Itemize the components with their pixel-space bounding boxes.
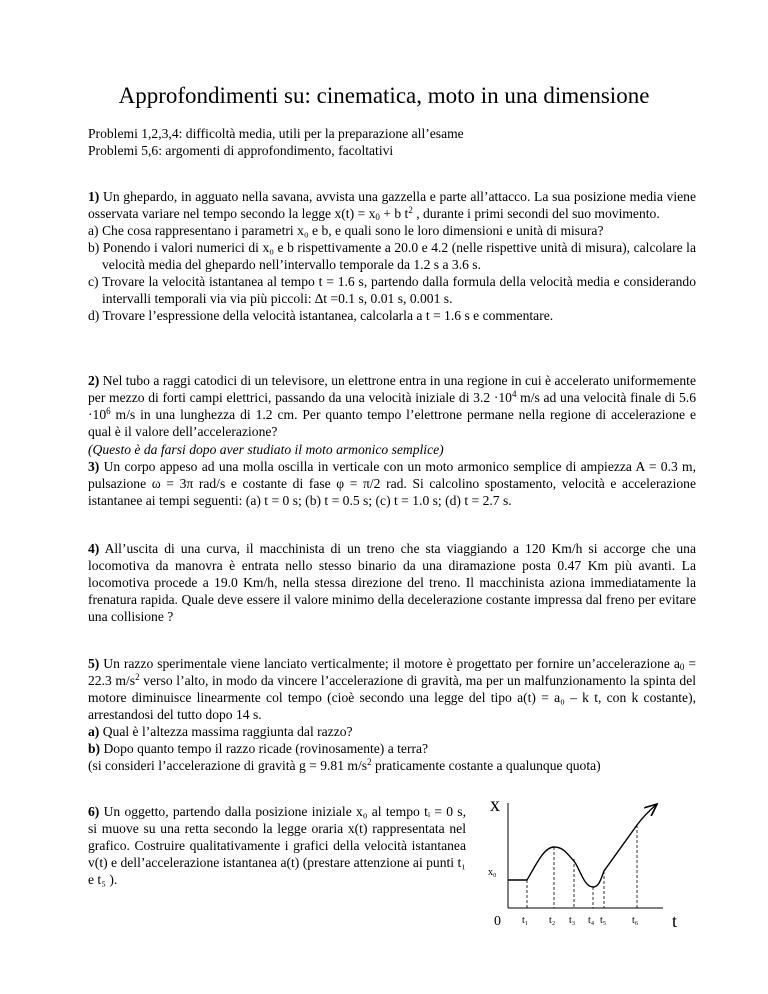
problem-5-g-text-b: praticamente costante a qualunque quota) <box>371 758 601 773</box>
problem-2-sup-b: 6 <box>106 406 111 416</box>
problem-4-text: All’uscita di una curva, il macchinista di un treno che sta viaggiando a 120 Km/h si accorge che una locomotiva da manovra è entrata nello stesso binario da una diramazione posta 0.47 Km più avanti. La locomotiva procede a 19.0 Km/h, nella stessa direzione del treno. Il macchinista aziona immediatamente la frenatura rapida. Quale deve essere il valore minimo della decelerazione costante impressa dal freno per evitare una collisione ? <box>88 541 696 624</box>
problem-5 <box>88 655 696 774</box>
problem-5-g-sup: 2 <box>367 757 372 767</box>
problem-5-sup: 2 <box>135 672 140 682</box>
problem-5-question-a <box>88 723 696 740</box>
problem-5-b-label: b) <box>88 741 101 756</box>
problem-5-text-b: = 22.3 m/s <box>88 656 696 688</box>
problem-5-a-label: a) <box>88 724 100 739</box>
problem-1-number: 1) <box>88 189 100 204</box>
problem-3 <box>88 441 696 509</box>
problem-2-text-b: m/s ad una velocità finale di 5.6 ·10 <box>88 390 696 422</box>
graph-tick-t1: t₁ <box>522 915 529 926</box>
problem-5-text-a: Un razzo sperimentale viene lanciato verticalmente; il motore è progettato per fornire un’accelerazione a <box>99 656 680 671</box>
problem-2-statement <box>88 372 696 440</box>
graph-origin-label: 0 <box>494 914 501 929</box>
graph-tick-t4: t₄ <box>588 915 595 926</box>
problem-1-text-a: Un ghepardo, in agguato nella savana, avvista una gazzella e parte all’attacco. La sua posizione media viene osservata variare nel tempo secondo la legge x(t) = x <box>88 189 696 221</box>
problem-3-note: (Questo è da farsi dopo aver studiato il moto armonico semplice) <box>88 442 444 457</box>
problem-2-number: 2) <box>88 373 100 388</box>
problem-6 <box>88 803 466 888</box>
problem-3-number: 3) <box>88 459 100 474</box>
problem-6-text: Un oggetto, partendo dalla posizione iniziale x₀ al tempo tᵢ = 0 s, si muove su una retta secondo la legge oraria x(t) rappresentata nel grafico. Costruire qualitativamente i grafici della velocità istantanea v(t) e dell’accelerazione istantanea a(t) (prestare attenzione ai punti t₁ e t₅ ). <box>88 804 466 887</box>
problem-4-statement <box>88 540 696 625</box>
problem-2-text-c: m/s in una lunghezza di 1.2 cm. Per quanto tempo l’elettrone permane nella regione di accelerazione e qual è il valore dell’accelerazione? <box>88 407 696 439</box>
graph-tick-t2: t₂ <box>549 915 556 926</box>
intro-line-1: Problemi 1,2,3,4: difficoltà media, utili per la preparazione all’esame <box>88 126 464 141</box>
problem-6-statement <box>88 803 466 888</box>
problem-1-item-b: b) Ponendo i valori numerici di x₀ e b rispettivamente a 20.0 e 4.2 (nelle rispettive unità di misura), calcolare la velocità media del ghepardo nell’intervallo temporale da 1.2 s a 3.6 s. <box>88 240 696 272</box>
graph-tick-t3: t₃ <box>569 915 576 926</box>
problem-3-statement <box>88 458 696 509</box>
problem-4-number: 4) <box>88 541 100 556</box>
problem-2 <box>88 372 696 440</box>
problem-5-statement <box>88 655 696 723</box>
graph-tick-t6: t₆ <box>632 915 639 926</box>
graph-svg <box>478 795 688 935</box>
problem-5-a-text: Qual è l’altezza massima raggiunta dal razzo? <box>99 724 353 739</box>
problem-1-item-c: c) Trovare la velocità istantanea al tempo t = 1.6 s, partendo dalla formula della velocità media e considerando intervalli temporali via via più piccoli: ∆t =0.1 s, 0.01 s, 0.001 s. <box>88 274 696 306</box>
problem-5-gravity-note <box>88 757 696 774</box>
problem-1-sub: 0 <box>375 212 380 222</box>
graph-tick-t5: t₅ <box>600 915 607 926</box>
problem-5-sub: 0 <box>679 662 685 672</box>
problem-5-text-c: verso l’alto, in modo da vincere l’accelerazione di gravità, ma per un malfunzionamento la spinta del motore diminuisce linearmente col tempo (cioè secondo una legge del tipo a(t) = a₀ – k t, con k costante), arrestandosi del tutto dopo 14 s. <box>88 673 696 722</box>
graph-x0-label: x₀ <box>488 867 497 878</box>
intro-line-2: Problemi 5,6: argomenti di approfondimento, facoltativi <box>88 143 394 158</box>
position-time-graph <box>478 795 688 935</box>
page-title: Approfondimenti su: cinematica, moto in una dimensione <box>118 83 650 108</box>
problem-1 <box>88 188 696 324</box>
problem-2-sup-a: 4 <box>511 389 517 399</box>
problem-6-number: 6) <box>88 804 100 819</box>
graph-x-label: t <box>672 911 678 931</box>
problem-1-statement <box>88 188 696 222</box>
problem-5-b-text: Dopo quanto tempo il razzo ricade (rovinosamente) a terra? <box>100 741 429 756</box>
problem-1-text-c: , durante i primi secondi del suo movimento. <box>412 206 660 221</box>
problem-5-question-b <box>88 740 696 757</box>
problem-1-sup: 2 <box>408 205 413 215</box>
problem-1-item-d: d) Trovare l’espressione della velocità istantanea, calcolarla a t = 1.6 s e commentare. <box>88 308 554 323</box>
problem-1-text-b: + b t <box>379 206 409 221</box>
graph-y-label: x <box>490 794 500 816</box>
position-curve <box>508 805 656 887</box>
problem-4 <box>88 540 696 625</box>
problem-3-text: Un corpo appeso ad una molla oscilla in verticale con un moto armonico semplice di ampiezza A = 0.3 m, pulsazione ω = 3π rad/s e costante di fase φ = π/2 rad. Si calcolino spostamento, velocità e accelerazione istantanee ai tempi seguenti: (a) t = 0 s; (b) t = 0.5 s; (c) t = 1.0 s; (d) t = 2.7 s. <box>88 459 696 508</box>
intro-section <box>88 125 696 159</box>
problem-1-item-a: a) Che cosa rappresentano i parametri x₀ e b, e quali sono le loro dimensioni e unità di misura? <box>88 223 604 238</box>
problem-2-text-a: Nel tubo a raggi catodici di un televisore, un elettrone entra in una regione in cui è accelerato uniformemente per mezzo di forti campi elettrici, passando da una velocità iniziale di 3.2 ·10 <box>88 373 696 405</box>
problem-5-g-text-a: (si consideri l’accelerazione di gravità g = 9.81 m/s <box>88 758 368 773</box>
problem-5-number: 5) <box>88 656 100 671</box>
